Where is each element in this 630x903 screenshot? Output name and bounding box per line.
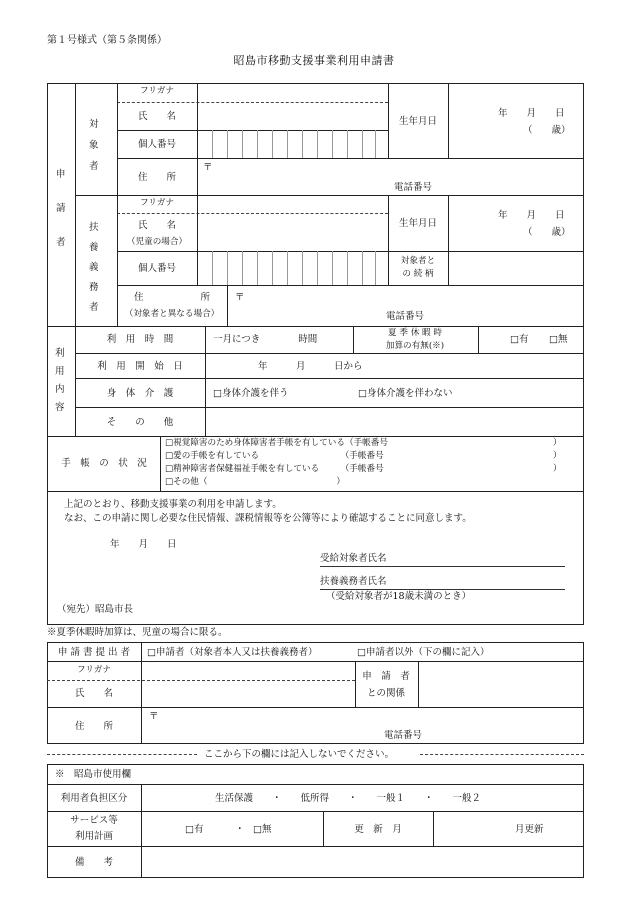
page-title: 昭島市移動支援事業利用申請書: [233, 54, 395, 67]
guardian-furigana-label: フリガナ: [140, 198, 174, 208]
applicant-group-label: 申請者: [56, 169, 66, 248]
service-plan-separator: ・: [235, 824, 245, 835]
guardian-age-value[interactable]: （ 歳）: [523, 227, 571, 238]
service-plan-label-2: 利用計画: [74, 831, 114, 842]
declaration-date[interactable]: 年 月 日: [110, 539, 177, 550]
renewal-month-label: 更 新 月: [354, 824, 402, 835]
service-plan-no-checkbox[interactable]: □無: [253, 824, 272, 835]
guardian-address-label: 住 所: [133, 292, 211, 303]
guardian-relation-label-2: の 続 柄: [402, 269, 434, 279]
guardian-label: 扶養義務者: [89, 222, 99, 313]
guardian-phone-label: 電話番号: [386, 311, 425, 322]
summer-yes-checkbox[interactable]: □有: [510, 334, 529, 345]
guardian-name-line[interactable]: [320, 589, 565, 590]
notebook-visual-close: ）: [553, 438, 562, 448]
summer-no-checkbox[interactable]: □無: [549, 334, 568, 345]
recipient-name-line[interactable]: [320, 566, 565, 567]
guardian-relation-label-1: 対象者と: [400, 256, 436, 266]
usage-time-value[interactable]: 一月につき 時間: [213, 334, 318, 345]
subject-birth-label: 生年月日: [398, 116, 438, 127]
subject-label: 対象者: [89, 119, 99, 172]
usage-group-label: 利用内容: [55, 348, 65, 413]
usage-start-value[interactable]: 年 月 日から: [258, 361, 363, 372]
guardian-name-sub: （児童の場合）: [126, 237, 188, 247]
guardian-mynumber-label: 個人番号: [137, 263, 177, 274]
subject-furigana-label: フリガナ: [140, 86, 174, 96]
subject-address-label: 住 所: [137, 172, 177, 183]
guardian-name-sign-label: 扶養義務者氏名: [320, 576, 387, 587]
summer-addition-note: ※夏季休暇時加算は、児童の場合に限る。: [47, 627, 228, 638]
office-divider-text: ここから下の欄には記入しないでください。: [204, 749, 395, 760]
usage-care-label: 身 体 介 護: [106, 388, 174, 399]
service-plan-label-1: サービス等: [70, 815, 118, 826]
subject-mynumber-label: 個人番号: [137, 139, 177, 150]
notebook-mental-close: ）: [553, 464, 562, 474]
care-without-checkbox[interactable]: □身体介護を伴わない: [358, 388, 453, 399]
notebook-visual-checkbox[interactable]: □視覚障害のため身体障害者手帳を有している（手帳番号: [165, 438, 388, 448]
remarks-label: 備 考: [74, 857, 114, 868]
office-divider: [47, 754, 197, 755]
submitter-relation-label-2: との関係: [366, 688, 406, 699]
notebook-status-label: 手 帳 の 状 況: [61, 458, 147, 469]
summer-addition-label-1: 夏 季 休 暇 時: [388, 328, 442, 338]
renewal-month-value[interactable]: 月更新: [515, 824, 544, 835]
burden-category-label: 利用者負担区分: [60, 793, 128, 804]
recipient-name-label: 受給対象者氏名: [320, 553, 387, 564]
submitter-phone-label: 電話番号: [384, 730, 423, 741]
declaration-line-2: なお、この申請に関し必要な住民情報、課税情報等を公簿等により確認することに同意します。: [64, 513, 472, 524]
guardian-address-sub: （対象者と異なる場合）: [124, 309, 220, 319]
notebook-ai-close: ）: [553, 451, 562, 461]
submitter-self-checkbox[interactable]: □申請者（対象者本人又は扶養義務者）: [147, 647, 318, 658]
usage-other-label: そ の 他: [106, 417, 174, 428]
submitter-furigana-label: フリガナ: [77, 665, 111, 675]
submitter-other-checkbox[interactable]: □申請者以外（下の欄に記入）: [357, 647, 490, 658]
care-with-checkbox[interactable]: □身体介護を伴う: [213, 388, 289, 399]
submitter-relation-label-1: 申 請 者: [362, 671, 410, 682]
submitter-address-label: 住 所: [74, 721, 114, 732]
usage-time-label: 利 用 時 間: [106, 334, 174, 345]
guardian-birth-label: 生年月日: [398, 218, 438, 229]
guardian-name-note: （受給対象者が18歳未満のとき）: [326, 591, 472, 602]
declaration-line-1: 上記のとおり、移動支援事業の利用を申請します。: [64, 499, 282, 510]
usage-start-label: 利 用 開 始 日: [97, 361, 183, 372]
form-number: 第１号様式（第５条関係）: [47, 35, 167, 46]
office-use-table: [47, 764, 584, 878]
notebook-ai-checkbox[interactable]: □愛の手帳を有している （手帳番号: [165, 451, 384, 461]
summer-addition-label-2: 加算の有無(※): [385, 341, 445, 351]
notebook-other-checkbox[interactable]: □その他（ ）: [165, 477, 345, 487]
submitter-name-label: 氏 名: [74, 688, 114, 699]
guardian-birth-value[interactable]: 年 月 日: [498, 210, 565, 221]
subject-postal-mark: 〒: [203, 162, 213, 173]
subject-name-label: 氏 名: [137, 111, 177, 122]
guardian-postal-mark: 〒: [235, 292, 245, 303]
addressee: （宛先）昭島市長: [57, 604, 134, 615]
subject-birth-value[interactable]: 年 月 日: [498, 108, 565, 119]
submitter-label: 申 請 書 提 出 者: [57, 647, 131, 658]
office-use-title: ※ 昭島市使用欄: [55, 769, 132, 780]
subject-phone-label: 電話番号: [394, 182, 433, 193]
burden-category-values[interactable]: 生活保護 ・ 低所得 ・ 一般１ ・ 一般２: [215, 793, 482, 804]
submitter-postal-mark: 〒: [149, 711, 159, 722]
service-plan-yes-checkbox[interactable]: □有: [185, 824, 204, 835]
notebook-mental-checkbox[interactable]: □精神障害者保健福祉手帳を有している （手帳番号: [165, 464, 384, 474]
subject-age-value[interactable]: （ 歳）: [523, 125, 571, 136]
guardian-name-label: 氏 名: [137, 220, 177, 231]
